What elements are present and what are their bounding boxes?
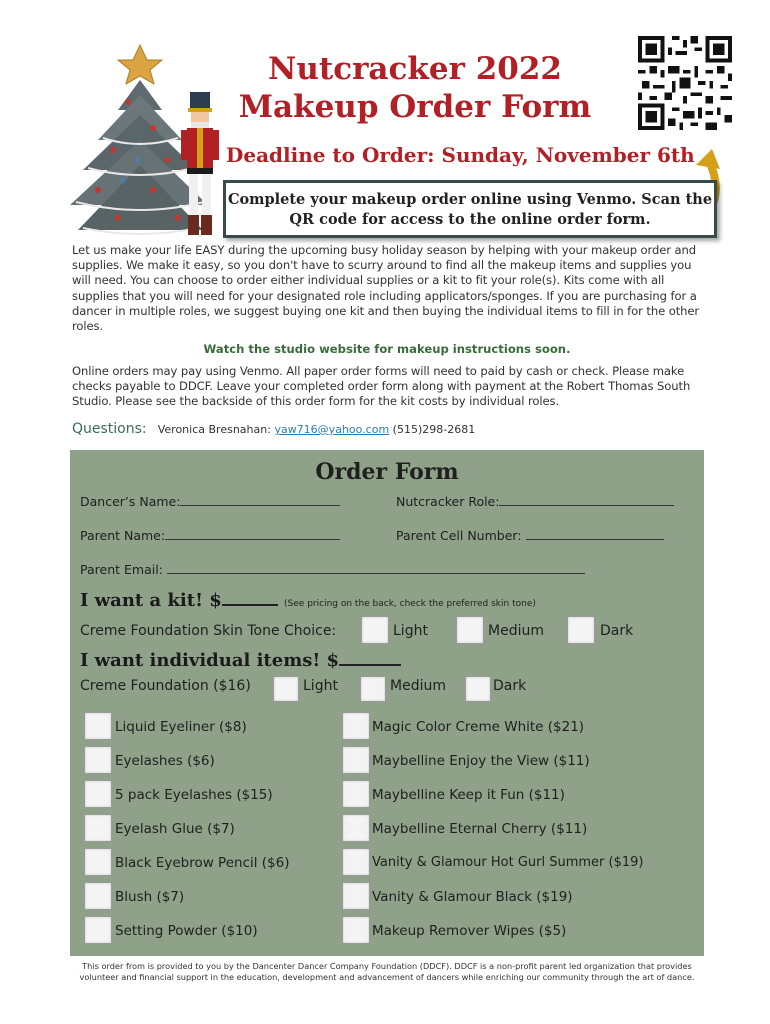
kit-note: (See pricing on the back, check the preferred skin tone) — [284, 599, 536, 609]
item-checkbox-vanity-glamour-black[interactable] — [342, 882, 370, 910]
item-label-blush: Blush ($7) — [115, 889, 185, 905]
foundation-dark-label: Dark — [493, 678, 527, 694]
parent-cell-field[interactable] — [396, 528, 664, 543]
kit-tone-medium-checkbox[interactable] — [456, 616, 484, 644]
kit-label: I want a kit! $ — [80, 590, 222, 611]
item-label-setting-powder: Setting Powder ($10) — [115, 923, 258, 939]
foundation-medium-label: Medium — [390, 678, 446, 694]
venmo-callout-box: Complete your makeup order online using Venmo. Scan the QR code for access to the online order form. — [223, 180, 717, 238]
parent-cell-line[interactable] — [526, 528, 664, 540]
item-checkbox-makeup-remover-wipes[interactable] — [342, 916, 370, 944]
contact-phone: (515)298-2681 — [392, 423, 476, 436]
nutcracker-role-label: Nutcracker Role: — [396, 494, 500, 509]
dancer-name-field[interactable] — [80, 494, 340, 509]
kit-tone-light-label: Light — [393, 623, 428, 639]
questions-label: Questions: — [72, 421, 147, 437]
deadline-heading: Deadline to Order: Sunday, November 6th — [226, 143, 695, 167]
item-checkbox-setting-powder[interactable] — [84, 916, 112, 944]
item-checkbox-magic-color-creme-white[interactable] — [342, 712, 370, 740]
footer-note: This order from is provided to you by the Dancenter Dancer Company Foundation (DDCF). DDCF is a non-profit parent led organization that provides volunteer and financial support in the education, development and advancement of dancers while enriching our community through the art of dance. — [79, 961, 695, 982]
title-line-1: Nutcracker 2022 — [268, 51, 562, 87]
item-checkbox-liquid-eyeliner[interactable] — [84, 712, 112, 740]
foundation-label: Creme Foundation ($16) — [80, 678, 251, 694]
kit-tone-dark-label: Dark — [600, 623, 634, 639]
qr-code-image[interactable] — [638, 35, 732, 131]
kit-tone-dark-checkbox[interactable] — [567, 616, 595, 644]
item-label-magic-color-creme-white: Magic Color Creme White ($21) — [372, 719, 585, 735]
skin-tone-label: Creme Foundation Skin Tone Choice: — [80, 623, 337, 639]
item-checkbox-5-pack-eyelashes[interactable] — [84, 780, 112, 808]
item-label-maybelline-eternal-cherry: Maybelline Eternal Cherry ($11) — [372, 821, 588, 837]
dancer-name-label: Dancer’s Name: — [80, 494, 181, 509]
item-label-maybelline-keep-it-fun: Maybelline Keep it Fun ($11) — [372, 787, 565, 803]
item-checkbox-eyelashes[interactable] — [84, 746, 112, 774]
item-label-maybelline-enjoy-the-view: Maybelline Enjoy the View ($11) — [372, 753, 590, 769]
page-title — [230, 50, 600, 126]
watch-website-note: Watch the studio website for makeup instructions soon. — [203, 342, 571, 356]
foundation-dark-checkbox[interactable] — [465, 676, 491, 702]
item-label-eyelash-glue: Eyelash Glue ($7) — [115, 821, 235, 837]
item-checkbox-maybelline-keep-it-fun[interactable] — [342, 780, 370, 808]
item-checkbox-eyelash-glue[interactable] — [84, 814, 112, 842]
item-checkbox-blush[interactable] — [84, 882, 112, 910]
item-checkbox-black-eyebrow-pencil[interactable] — [84, 848, 112, 876]
item-checkbox-maybelline-enjoy-the-view[interactable] — [342, 746, 370, 774]
questions-row — [72, 418, 475, 437]
nutcracker-role-field[interactable] — [396, 494, 674, 509]
parent-name-label: Parent Name: — [80, 528, 166, 543]
individual-label: I want individual items! $ — [80, 650, 340, 671]
kit-tone-light-checkbox[interactable] — [361, 616, 389, 644]
item-checkbox-vanity-glamour-hot-gurl-summer[interactable] — [342, 848, 370, 876]
individual-row — [80, 650, 401, 671]
contact-info — [158, 423, 475, 436]
kit-tone-medium-label: Medium — [488, 623, 544, 639]
parent-name-field[interactable] — [80, 528, 340, 543]
parent-email-line[interactable] — [167, 562, 585, 574]
foundation-medium-checkbox[interactable] — [360, 676, 386, 702]
nutcracker-figure-image — [175, 90, 225, 240]
order-form-panel — [70, 450, 704, 956]
kit-row — [80, 590, 536, 611]
foundation-light-checkbox[interactable] — [273, 676, 299, 702]
parent-email-label: Parent Email: — [80, 562, 163, 577]
contact-name: Veronica Bresnahan: — [157, 423, 271, 436]
item-label-eyelashes: Eyelashes ($6) — [115, 753, 215, 769]
parent-email-field[interactable] — [80, 562, 585, 577]
foundation-light-label: Light — [303, 678, 338, 694]
order-form-title: Order Form — [315, 459, 459, 485]
dancer-name-line[interactable] — [180, 494, 340, 506]
item-label-vanity-glamour-black: Vanity & Glamour Black ($19) — [372, 889, 573, 905]
item-label-black-eyebrow-pencil: Black Eyebrow Pencil ($6) — [115, 855, 290, 871]
individual-amount-line[interactable] — [339, 652, 401, 666]
parent-name-line[interactable] — [165, 528, 340, 540]
item-label-makeup-remover-wipes: Makeup Remover Wipes ($5) — [372, 923, 567, 939]
item-label-liquid-eyeliner: Liquid Eyeliner ($8) — [115, 719, 247, 735]
kit-amount-line[interactable] — [222, 592, 278, 606]
item-label-5-pack-eyelashes: 5 pack Eyelashes ($15) — [115, 787, 273, 803]
item-label-vanity-glamour-hot-gurl-summer: Vanity & Glamour Hot Gurl Summer ($19) — [372, 855, 644, 870]
parent-cell-label: Parent Cell Number: — [396, 528, 522, 543]
intro-paragraph: Let us make your life EASY during the upcoming busy holiday season by helping with your makeup order and supplies. We make it easy, so you don't have to scurry around to find all the makeup items and supplies you will need. You can choose to order either individual supplies or a kit to fit your role(s). Kits come with all supplies that you will need for your designated role including applicators/sponges. If you are purchasing for a dancer in multiple roles, we suggest buying one kit and then buying the individual items to fill in for the other roles. — [72, 243, 700, 334]
contact-email-link[interactable]: yaw716@yahoo.com — [274, 423, 390, 436]
payment-paragraph: Online orders may pay using Venmo. All paper order forms will need to paid by cash or check. Please make checks payable to DDCF. Leave your completed order form along with payment at the Robert Thomas South Studio. Please see the backside of this order form for the kit costs by individual roles. — [72, 364, 691, 409]
item-checkbox-maybelline-eternal-cherry[interactable] — [342, 814, 370, 842]
title-line-2: Makeup Order Form — [238, 89, 592, 125]
nutcracker-role-line[interactable] — [499, 494, 674, 506]
